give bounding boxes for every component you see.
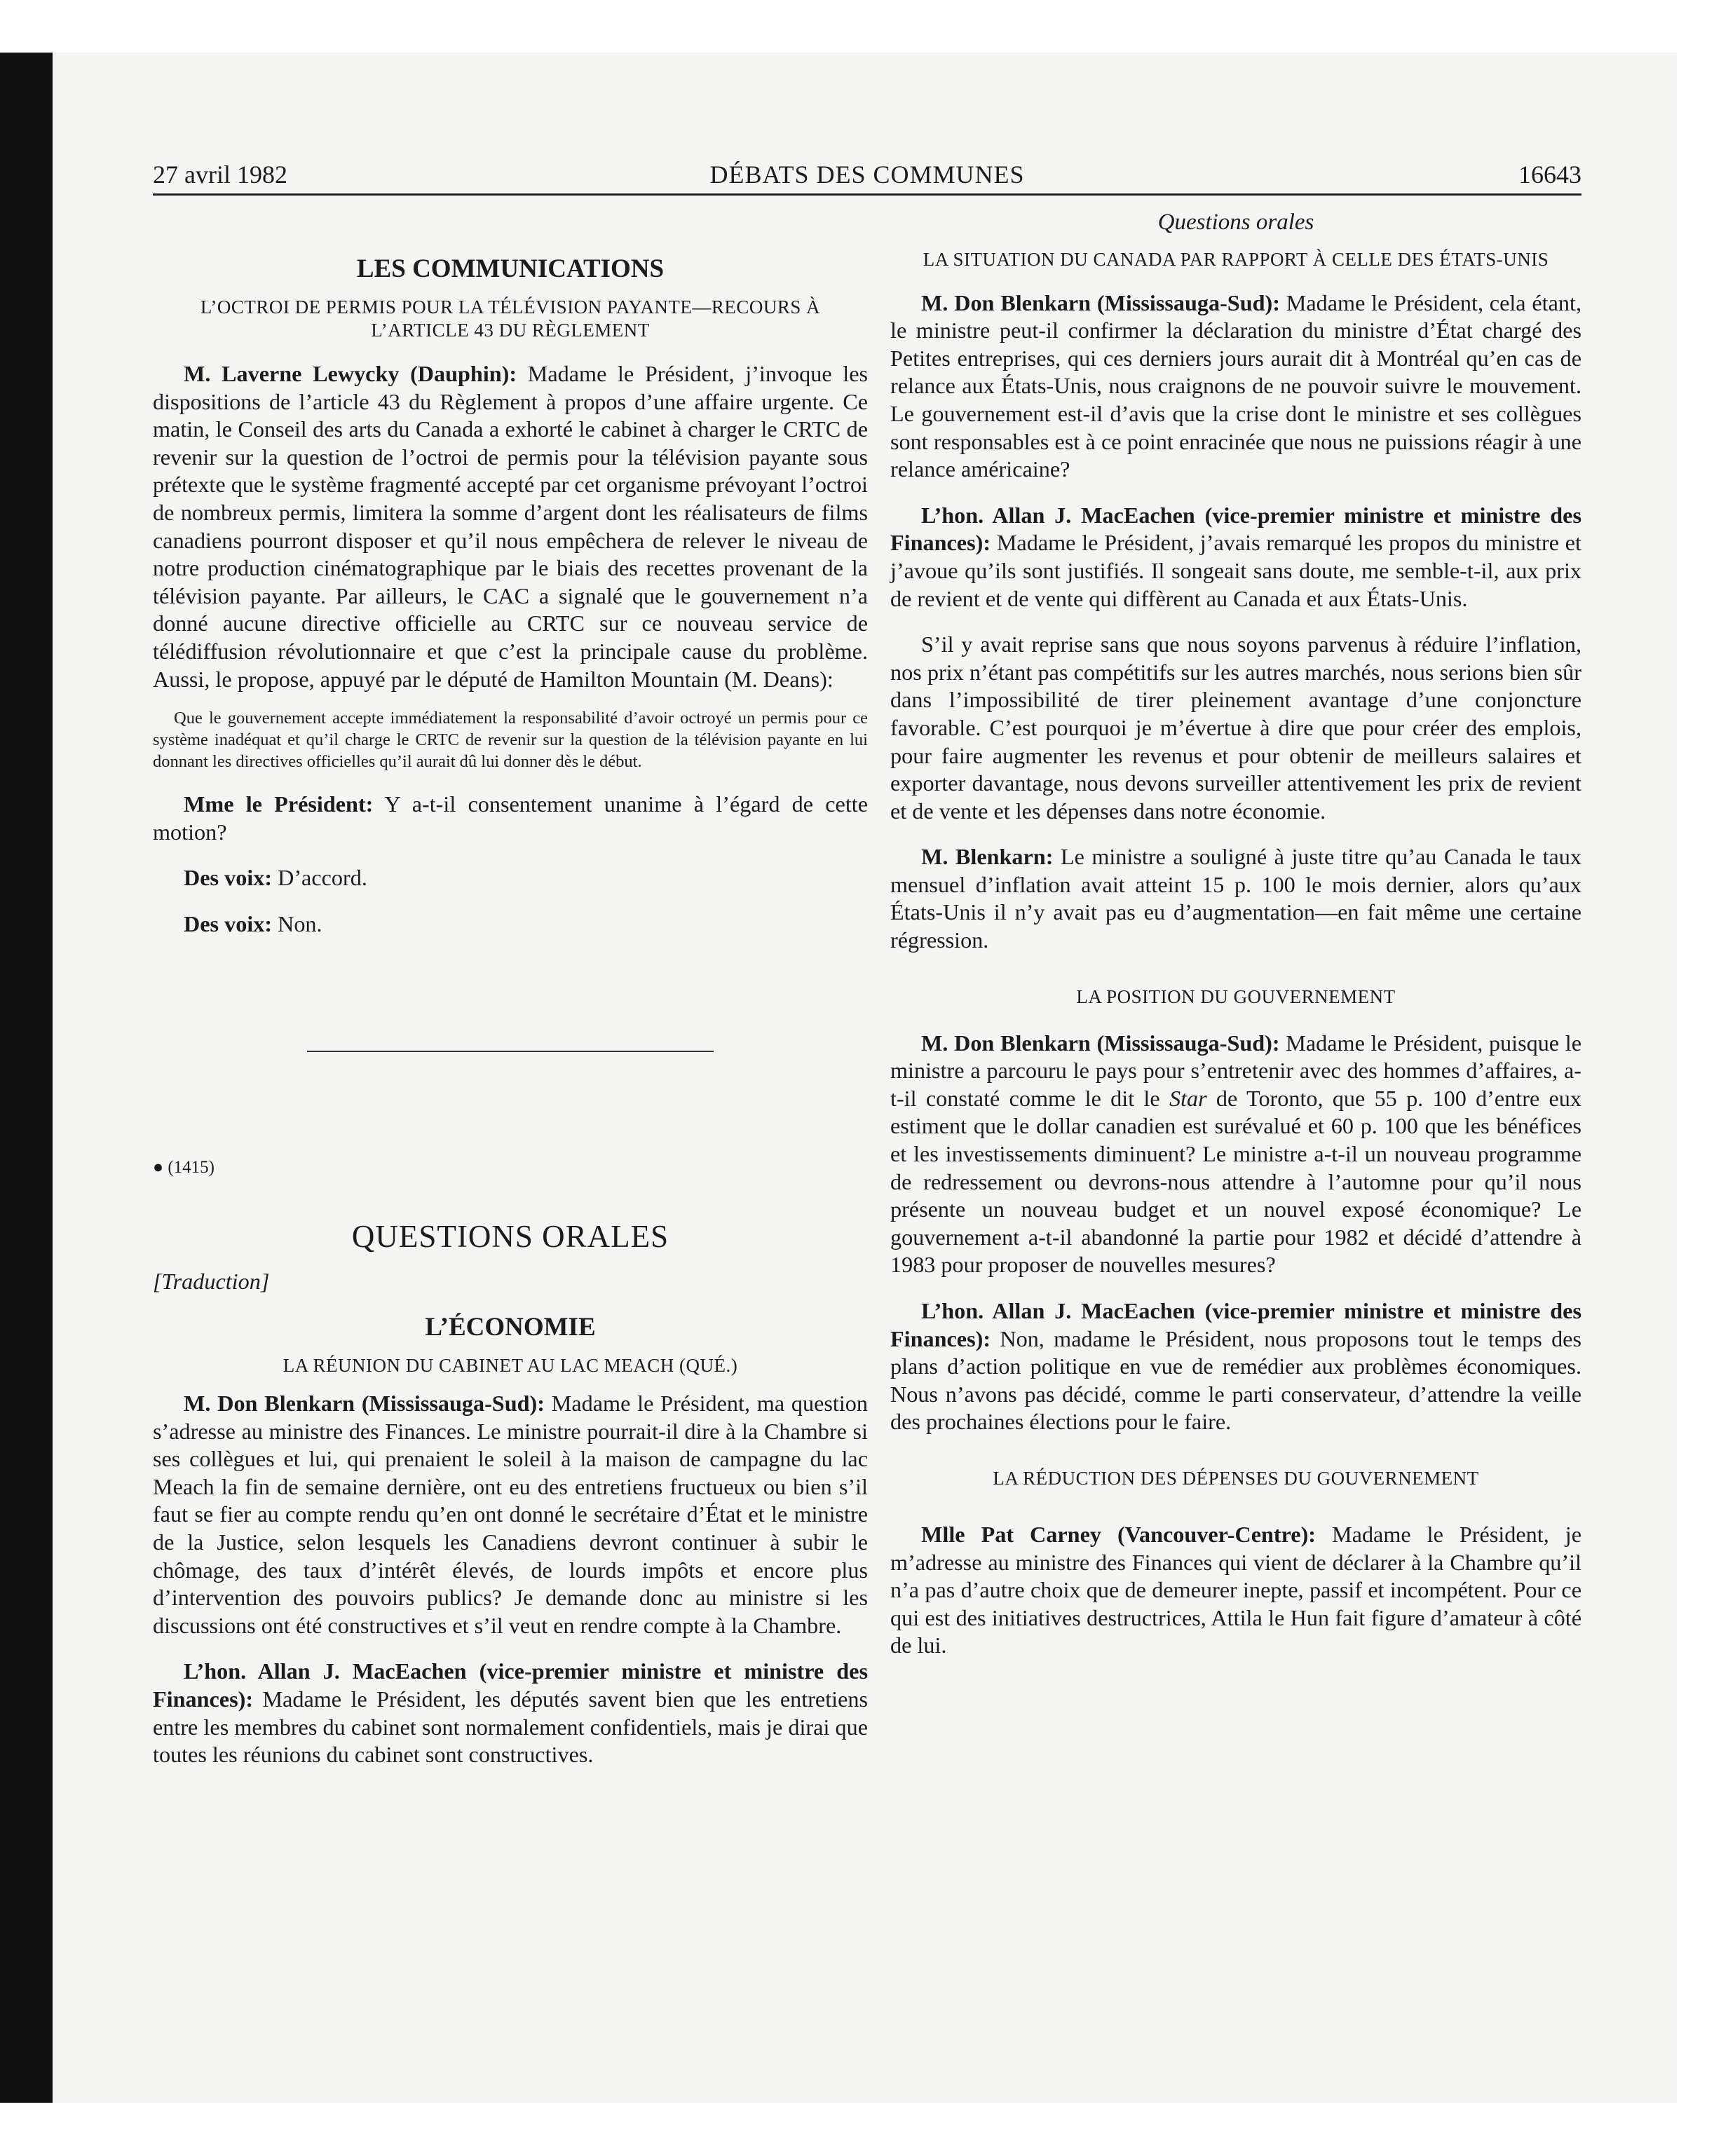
speech-text: Madame le Président, j’avais remarqué les propos du ministre et j’avoue qu’ils sont justifiés. Il songeait sans doute, me semble-t-il, aux prix de revient et de vente qui diffèrent au Canada et aux États-Unis. [890,530,1581,611]
newspaper-name: Star [1169,1085,1207,1111]
bullet-icon: ● [153,1157,164,1177]
left-column [153,209,868,1769]
speaker-name: M. Laverne Lewycky (Dauphin): [184,361,517,386]
speaker-name: L’hon. Allan J. MacEachen (vice-premier ministre et ministre des Finances): [890,502,1581,556]
paragraph-maceachen-2 [890,502,1581,613]
translation-note: [Traduction] [153,1268,270,1294]
speech-text: Non. [272,910,322,936]
subheading-position-gouvernement: LA POSITION DU GOUVERNEMENT [1076,985,1396,1007]
paragraph-president [153,791,868,846]
subheading-lac-meach: LA RÉUNION DU CABINET AU LAC MEACH (QUÉ.) [283,1355,738,1377]
paragraph-voices-no [153,910,868,939]
speaker-name: M. Don Blenkarn (Mississauga-Sud): [921,289,1280,315]
speaker-name: M. Don Blenkarn (Mississauga-Sud): [184,1391,545,1417]
speaker-name: Mlle Pat Carney (Vancouver-Centre): [921,1521,1316,1547]
motion-text: Que le gouvernement accepte immédiatement la responsabilité d’avoir octroyé un permis pour ce système inadéquat et qu’il charge le CRTC de revenir sur la question de la télévision payante en lui donnant les directives officielles qu’il aurait dû lui donner dès le début. [153,709,868,772]
speech-text: Madame le Président, je m’adresse au ministre des Finances qui vient de déclarer à la Chambre qu’il n’a pas d’autre choix que de demeurer inepte, passif et incompétent. Pour ce qui est des initiatives destructrices, Attila le Hun fait figure d’amateur à côté de lui. [890,1521,1581,1658]
paragraph-blenkarn-3 [890,843,1581,954]
paragraph-maceachen-4 [890,1297,1581,1436]
speaker-name: Des voix: [184,865,273,891]
speech-text: Le ministre a souligné à juste titre qu’au Canada le taux mensuel d’inflation avait atteint 15 p. 100 le mois dernier, alors qu’aux États-Unis il n’y avait pas eu d’augmentation—en fait même une certaine régression. [890,844,1581,953]
paragraph-voices-yes [153,864,868,892]
scan-top-margin [0,0,1735,53]
paragraph-maceachen-3: S’il y avait reprise sans que nous soyons parvenus à réduire l’inflation, nos prix n’étant pas compétitifs sur les autres marchés, nous serions bien sûr dans l’impossibilité de tirer pleinement avantage d’une conjoncture favorable. C’est pourquoi je m’évertue à dire que pour créer des emplois, pour faire augmenter les revenus et pour obtenir de meilleurs salaires et exporter davantage, nous devons surveiller attentivement les prix de revient et de vente et les dépenses dans notre économie. [890,632,1581,824]
time-marker-text: (1415) [168,1157,215,1177]
speech-text: Madame le Président, cela étant, le ministre peut-il confirmer la déclaration du ministre d’État chargé des Petites entreprises, qui ces derniers jours aurait dit à Montréal qu’en cas de relance aux États-Unis, nous craignons de ne pouvoir suivre le mouvement. Le gouvernement est-il d’avis que la crise dont le ministre et ses collègues sont responsables est à ce point enracinée que nous ne puissions réagir à une relance américaine? [890,289,1581,482]
paragraph-blenkarn-2 [890,289,1581,484]
speech-text: D’accord. [272,865,367,891]
speaker-name: M. Blenkarn: [921,844,1054,870]
page-header [153,160,1581,196]
scan-right-margin [1677,0,1735,2156]
subheading-canada-etats-unis: LA SITUATION DU CANADA PAR RAPPORT À CELLE DES ÉTATS-UNIS [923,248,1549,270]
subheading-reduction-depenses: LA RÉDUCTION DES DÉPENSES DU GOUVERNEMENT [993,1467,1479,1489]
section-heading-communications: LES COMMUNICATIONS [356,254,665,283]
scan-bottom-margin [0,2103,1735,2156]
right-column [890,209,1581,1660]
paragraph-lewycky [153,360,868,693]
speaker-name: Des voix: [184,910,273,936]
speech-text: de Toronto, que 55 p. 100 d’entre eux estiment que le dollar canadien est surévalué et 60 p. 100 que les bénéfices et les investissements diminuent? Le ministre a-t-il un nouveau programme de redressement ou devrons-nous attendre à l’automne pour qu’il nous présente un nouveau budget et un nouvel exposé économique? Le gouvernement a-t-il abandonné la partie pour 1982 et décidé d’attendre à 1983 pour proposer de nouvelles mesures? [890,1085,1581,1278]
header-page-number: 16643 [1518,161,1581,189]
time-marker [153,1157,868,1178]
speech-text: Madame le Président, j’invoque les dispositions de l’article 43 du Règlement à propos d’une affaire urgente. Ce matin, le Conseil des arts du Canada a exhorté le cabinet à charger le CRTC de revenir sur la question de l’octroi de permis pour la télévision payante sous prétexte que le système fragmenté accepté par cet organisme prévoyant l’octroi de nombreux permis, limitera la somme d’argent dont les réalisateurs de films canadiens pourront disposer et qu’il nous empêchera de relever le niveau de notre production cinématographique par le biais des recettes provenant de la télévision payante. Par ailleurs, le CAC a signalé que le gouvernement n’a donné aucune directive officielle au CRTC sur ce nouveau service de télédiffusion révolutionnaire et que c’est la principale cause du problème. Aussi, le propose, appuyé par le député de Hamilton Mountain (M. Deans): [153,361,869,692]
speaker-name: L’hon. Allan J. MacEachen (vice-premier ministre et ministre des Finances): [890,1298,1581,1351]
running-head: Questions orales [1157,210,1314,235]
paragraph-maceachen-1 [153,1658,868,1768]
scan-left-edge [0,53,53,2103]
speech-text: Non, madame le Président, nous proposons tout le temps des plans d’action politique en vue de remédier aux problèmes économiques. Nous n’avons pas décidé, comme le parti conservateur, d’attendre la veille des prochaines élections pour le faire. [890,1325,1581,1435]
speaker-name: Mme le Président: [184,791,374,817]
header-rule [153,193,1581,196]
header-title: DÉBATS DES COMMUNES [709,161,1025,189]
speech-text: Madame le Président, ma question s’adresse au ministre des Finances. Le ministre pourrait-il dire à la Chambre si ses collègues et lui, qui prenaient le soleil à la maison de campagne du lac Meach la fin de semaine dernière, ont eu des entretiens fructueux ou bien s’il faut se fier au compte rendu qu’en ont donné le secrétaire d’État et le ministre de la Justice, selon lesquels les Canadiens devront continuer à subir le chômage, des taux d’intérêt élevés, de lourds impôts et encore plus d’intervention des pouvoirs publics? Je demande donc au ministre si les discussions ont été constructives et s’il veut en rendre compte à la Chambre. [153,1391,868,1638]
speech-text: Madame le Président, les députés savent bien que les entretiens entre les membres du cabinet sont normalement confidentiels, mais je dirai que toutes les réunions du cabinet sont constructives. [153,1686,868,1768]
section-heading-economie: L’ÉCONOMIE [425,1313,596,1342]
section-heading-questions-orales: QUESTIONS ORALES [351,1218,669,1254]
speaker-name: L’hon. Allan J. MacEachen (vice-premier ministre et ministre des Finances): [153,1658,868,1712]
speaker-name: M. Don Blenkarn (Mississauga-Sud): [921,1030,1280,1056]
header-date: 27 avril 1982 [153,161,287,189]
paragraph-blenkarn-4 [890,1030,1581,1279]
paragraph-carney [890,1521,1581,1660]
speech-text: Madame le Président, puisque le ministre a parcouru le pays pour s’entretenir avec des hommes d’affaires, a-t-il constaté comme le dit le [890,1030,1581,1111]
paragraph-blenkarn-1 [153,1390,868,1639]
speech-text: Y a-t-il consentement unanime à l’égard de cette motion? [153,791,869,845]
subheading-pay-tv: L’OCTROI DE PERMIS POUR LA TÉLÉVISION PAYANTE—RECOURS À L’ARTICLE 43 DU RÈGLEMENT [200,296,821,341]
